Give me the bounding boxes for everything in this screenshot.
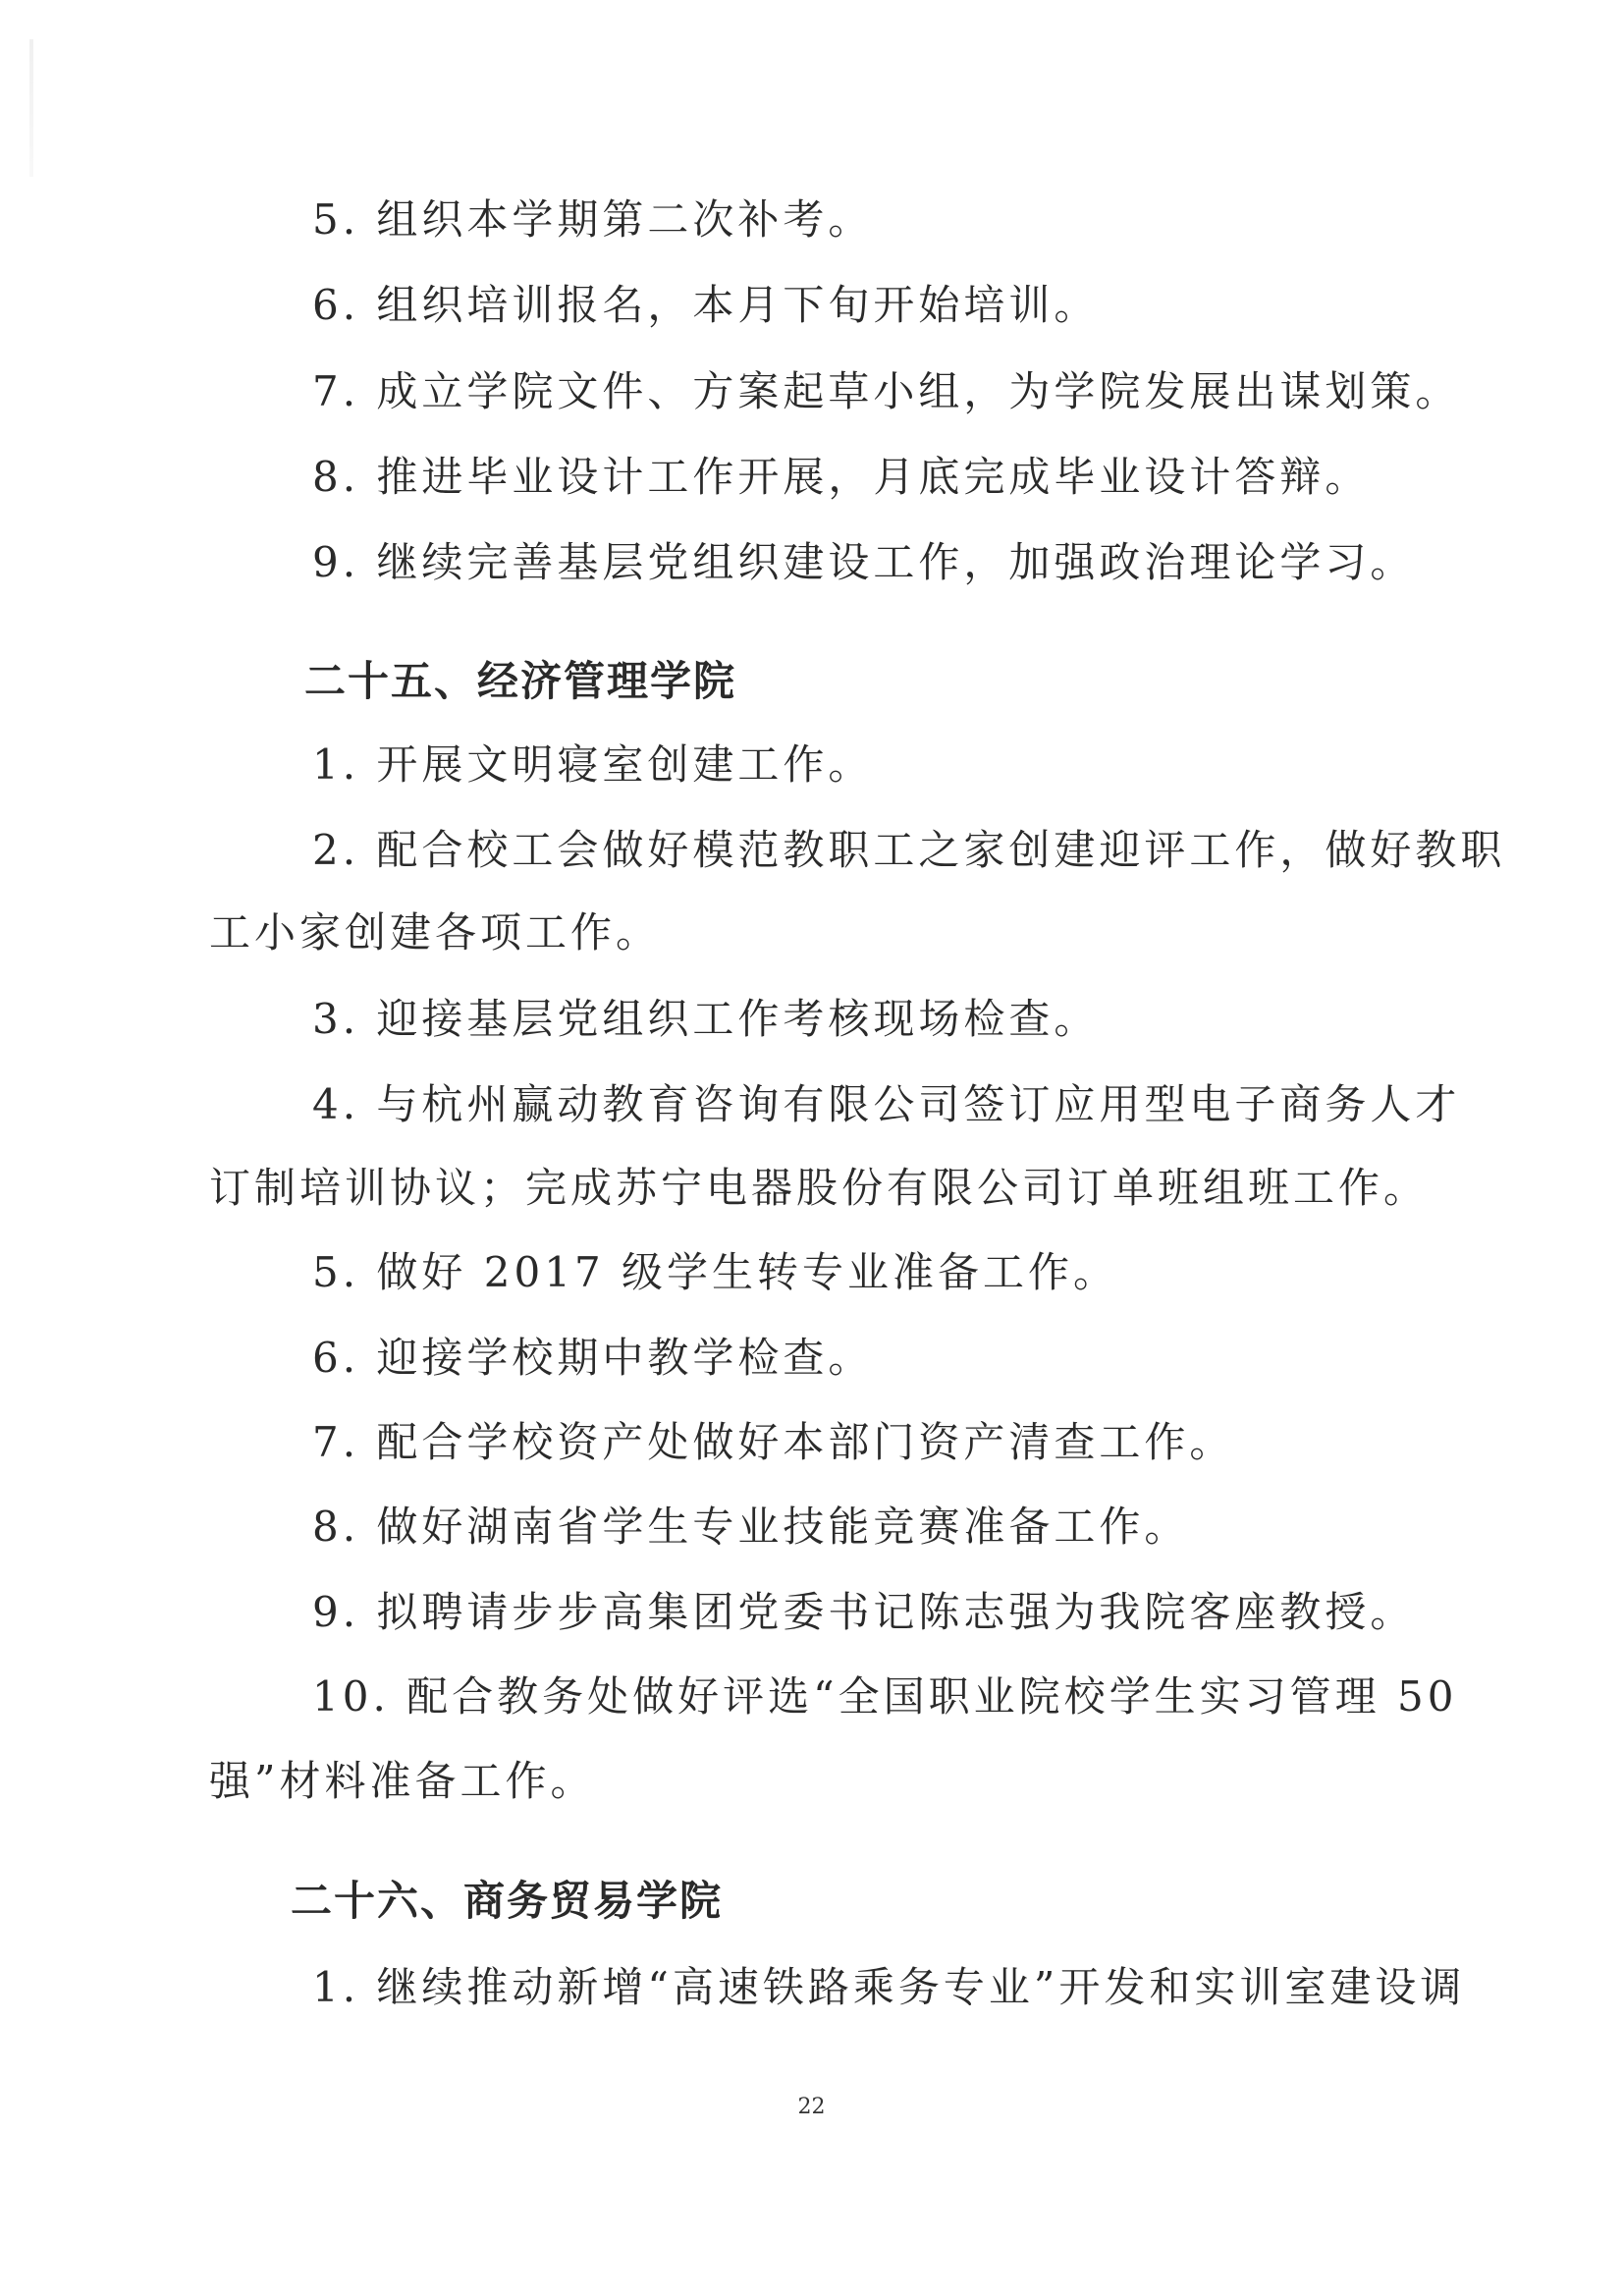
list-item: 10. 配合教务处做好评选“全国职业院校学生实习管理 50 (312, 1672, 1458, 1721)
list-item: 6. 组织培训报名，本月下旬开始培训。 (312, 281, 1100, 329)
list-item: 7. 配合学校资产处做好本部门资产清查工作。 (312, 1418, 1235, 1466)
scan-margin-mark (29, 39, 33, 177)
list-item: 6. 迎接学校期中教学检查。 (312, 1334, 874, 1382)
list-item-continuation: 订制培训协议；完成苏宁电器股份有限公司订单班组班工作。 (209, 1164, 1430, 1212)
list-item: 8. 做好湖南省学生专业技能竞赛准备工作。 (312, 1503, 1190, 1551)
list-item: 7. 成立学院文件、方案起草小组，为学院发展出谋划策。 (312, 367, 1461, 415)
list-item: 2. 配合校工会做好模范教职工之家创建迎评工作，做好教职 (312, 826, 1506, 874)
list-item: 9. 继续完善基层党组织建设工作，加强政治理论学习。 (312, 538, 1416, 586)
list-item: 5. 组织本学期第二次补考。 (312, 195, 874, 244)
list-item: 9. 拟聘请步步高集团党委书记陈志强为我院客座教授。 (312, 1588, 1416, 1636)
page-number: 22 (797, 2095, 826, 2119)
list-item-continuation: 工小家创建各项工作。 (209, 908, 662, 957)
section-heading: 二十五、经济管理学院 (304, 657, 737, 705)
list-item: 4. 与杭州赢动教育咨询有限公司签订应用型电子商务人才 (312, 1080, 1461, 1128)
list-item: 5. 做好 2017 级学生转专业准备工作。 (312, 1248, 1119, 1296)
list-item: 8. 推进毕业设计工作开展，月底完成毕业设计答辩。 (312, 453, 1371, 501)
list-item: 1. 开展文明寝室创建工作。 (312, 740, 874, 789)
section-heading: 二十六、商务贸易学院 (291, 1877, 724, 1925)
list-item-continuation: 强”材料准备工作。 (209, 1757, 596, 1805)
list-item: 1. 继续推动新增“高速铁路乘务专业”开发和实训室建设调 (312, 1963, 1466, 2011)
list-item: 3. 迎接基层党组织工作考核现场检查。 (312, 995, 1100, 1043)
